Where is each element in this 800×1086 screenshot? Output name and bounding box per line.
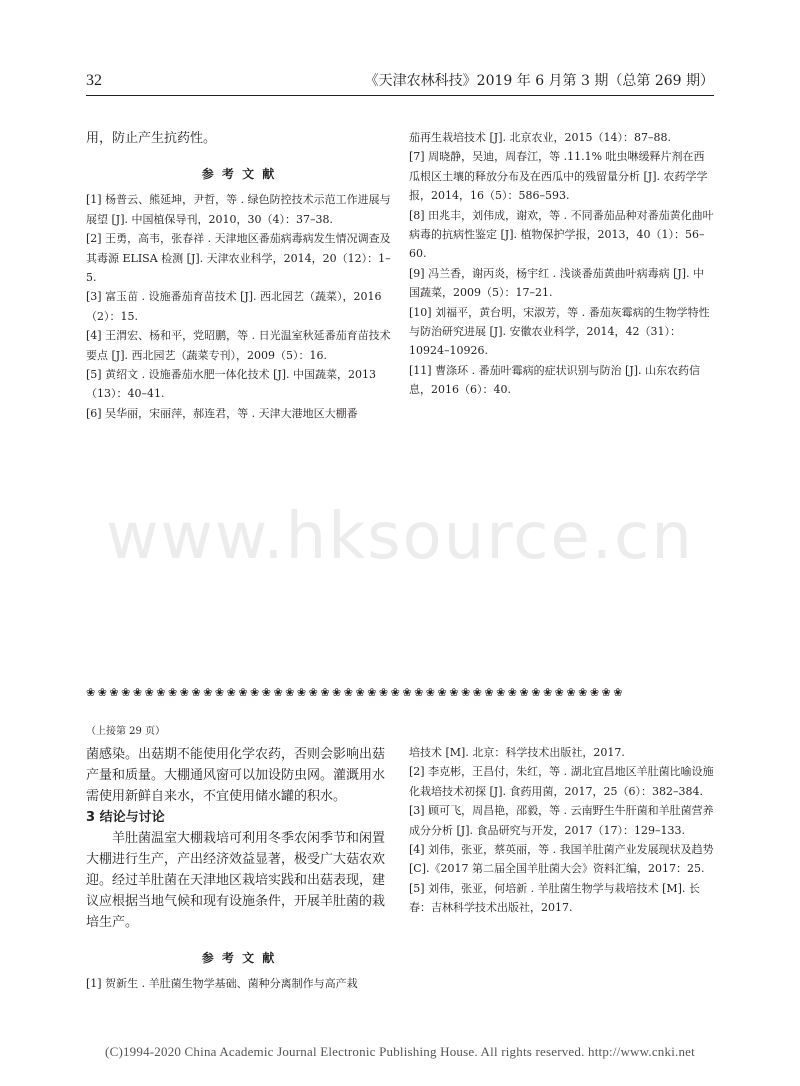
reference-item: 茄再生栽培技术 [J]. 北京农业，2015（14）：87–88. (409, 131, 671, 144)
reference-item: [2] 王勇，高韦，张春祥 . 天津地区番茄病毒病发生情况调查及其毒源 ELISA 检测 [J]. 天津农业科学，2014，20（12）：1–5. (86, 232, 391, 285)
body-paragraph: 菌感染。出菇期不能使用化学农药，否则会影响出菇产量和质量。大棚通风窗可以加设防虫网。灌溉用水需使用新鲜自来水，不宜使用储水罐的积水。 (86, 747, 386, 804)
lower-right-column (409, 743, 715, 918)
copyright-footer: (C)1994-2020 China Academic Journal Electronic Publishing House. All rights reserved. http://www.cnki.net (105, 1044, 695, 1059)
reference-item: [3] 富玉苗 . 设施番茄育苗技术 [J]. 西北园艺（蔬菜），2016（2）：15. (86, 290, 382, 323)
reference-item: [5] 刘伟，张亚，何培新 . 羊肚菌生物学与栽培技术 [M]. 长春：吉林科学技术出版社，2017. (409, 881, 700, 915)
watermark-text: www.hksource.cn (106, 500, 694, 574)
upper-right-column (409, 128, 715, 400)
continued-note: （上接第 29 页） (86, 726, 166, 737)
section-separator: ❀❀❀❀❀❀❀❀❀❀❀❀❀❀❀❀❀❀❀❀❀❀❀❀❀❀❀❀❀❀❀❀❀❀❀❀❀❀❀❀❀❀❀❀❀❀ (86, 686, 625, 699)
reference-item: [8] 田兆丰，刘伟成，谢欢，等 . 不同番茄品种对番茄黄化曲叶病毒的抗病性鉴定 [J]. 植物保护学报，2013，40（1）：56–60. (409, 208, 714, 261)
reference-item: [4] 王渭宏、杨和平，党昭鹏，等 . 日光温室秋延番茄育苗技术要点 [J]. 西北园艺（蔬菜专刊），2009（5）：16. (86, 329, 391, 362)
journal-issue: 《天津农林科技》2019 年 6 月第 3 期（总第 269 期） (364, 73, 714, 89)
references-title: 参 考 文 献 (201, 951, 277, 965)
reference-item: [1] 贺新生 . 羊肚菌生物学基础、菌种分离制作与高产栽 (86, 977, 358, 991)
reference-item: 培技术 [M]. 北京：科学技术出版社，2017. (409, 746, 625, 759)
reference-item: [3] 顾可飞，周昌艳，邵毅，等 . 云南野生牛肝菌和羊肚菌营养成分分析 [J]. 食品研究与开发，2017（17）：129–133. (409, 804, 714, 837)
header-rule (86, 95, 714, 96)
section-heading: 3 结论与讨论 (86, 810, 165, 825)
lower-left-column (86, 724, 392, 994)
page-number: 32 (86, 72, 102, 89)
body-paragraph: 羊肚菌温室大棚栽培可利用冬季农闲季节和闲置大棚进行生产，产出经济效益显著，极受广大菇农欢迎。经过羊肚菌在天津地区栽培实践和出菇表现，建议应根据当地气候和现有设施条件，开展羊肚菌的栽培生产。 (86, 831, 386, 930)
reference-item: [10] 刘福平，黄台明，宋淑芳，等 . 番茄灰霉病的生物学特性与防治研究进展 [J]. 安徽农业科学，2014，42（31）：10924–10926. (409, 305, 710, 358)
reference-item: [11] 曹涤环 . 番茄叶霉病的症状识别与防治 [J]. 山东农药信息，2016（6）：40. (409, 363, 701, 397)
running-header (86, 70, 714, 92)
reference-item: [6] 吴华丽，宋丽萍，郝连君，等 . 天津大港地区大棚番 (86, 406, 358, 420)
references-title: 参 考 文 献 (201, 167, 277, 181)
upper-left-column (86, 128, 392, 423)
reference-item: [2] 李克彬，王昌付，朱红，等 . 湖北宜昌地区羊肚菌比喻设施化栽培技术初探 [J]. 食药用菌，2017，25（6）：382–384. (409, 765, 714, 798)
reference-item: [4] 刘伟，张亚，蔡英丽，等 . 我国羊肚菌产业发展现状及趋势 [C].《2017 第二届全国羊肚菌大会》资料汇编，2017：25. (409, 843, 714, 876)
reference-item: [7] 周晓静，吴迪，周春江，等 .11.1% 吡虫啉缓释片剂在西瓜根区土壤的释放分布及在西瓜中的残留量分析 [J]. 农药学学报，2014，16（5）：586–593. (409, 150, 708, 203)
reference-item: [5] 黄绍文 . 设施番茄水肥一体化技术 [J]. 中国蔬菜，2013（13）：40–41. (86, 368, 377, 401)
body-paragraph: 用，防止产生抗药性。 (86, 131, 217, 146)
reference-item: [1] 杨普云、熊延坤，尹哲，等 . 绿色防控技术示范工作进展与展望 [J]. 中国植保导刊，2010，30（4）：37–38. (86, 193, 391, 226)
reference-item: [9] 冯兰香，谢丙炎，杨宇红 . 浅谈番茄黄曲叶病毒病 [J]. 中国蔬菜，2009（5）：17–21. (409, 266, 705, 300)
